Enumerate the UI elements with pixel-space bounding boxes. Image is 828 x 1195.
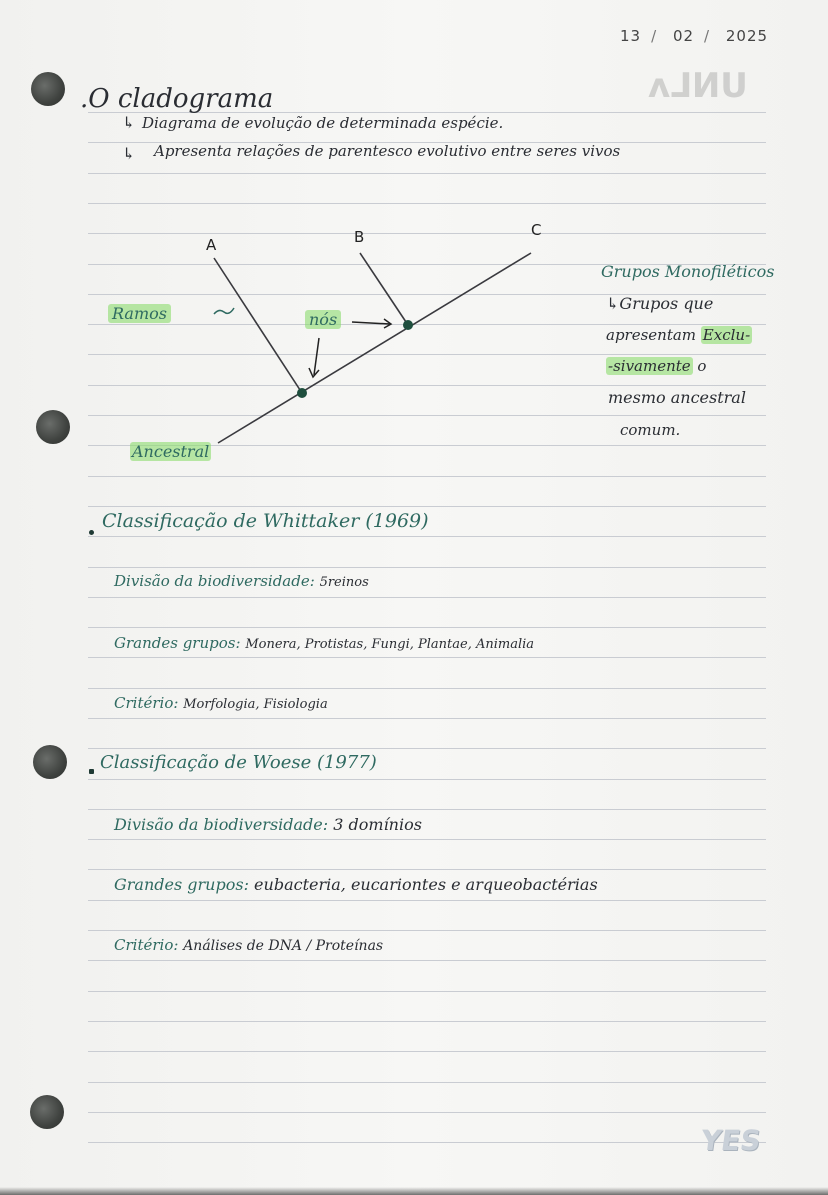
- label-ramos: [108, 304, 171, 323]
- taxon-label-b: B: [354, 228, 365, 246]
- section2-row2: [114, 634, 534, 652]
- bleed-through-mark: ᴧ⅃ИU: [648, 66, 748, 106]
- node-1: [297, 388, 307, 398]
- date-month: 02: [672, 27, 695, 45]
- side-note-line1: [606, 294, 713, 313]
- date-year: 2025: [725, 27, 769, 45]
- section3-row2: [114, 875, 598, 894]
- date-separator: /: [704, 27, 711, 45]
- section2-row1-label: Divisão da biodiversidade:: [114, 572, 315, 590]
- page-bottom-shadow: [0, 1187, 828, 1195]
- section2-row1: [114, 572, 369, 590]
- section3-row3: [114, 936, 383, 954]
- section1-bullet1: Diagrama de evolução de determinada espécie.: [142, 114, 504, 132]
- bullet-dot: [89, 769, 94, 774]
- section3-row2-value: eubacteria, eucariontes e arqueobactérias: [254, 875, 598, 894]
- section3-row1-value: 3 domínios: [333, 815, 422, 834]
- label-ramos-text: Ramos: [108, 304, 171, 323]
- side-note-line3: [606, 357, 706, 375]
- section2-row3-label: Critério:: [114, 694, 179, 712]
- nos-arrow-right: [352, 322, 390, 324]
- side-note-line3-b: o: [692, 357, 707, 375]
- side-note-line4: mesmo ancestral: [608, 388, 746, 407]
- label-nos: [305, 310, 341, 329]
- node-2: [403, 320, 413, 330]
- side-note-title: Grupos Monofiléticos: [601, 262, 775, 281]
- section2-row3-value: Morfologia, Fisiologia: [183, 697, 328, 712]
- side-note-line1-text: Grupos que: [619, 294, 714, 313]
- branch-b: [360, 253, 408, 325]
- side-note-line2-b: Exclu-: [702, 326, 751, 344]
- section2-row2-label: Grandes grupos:: [114, 634, 241, 652]
- section3-row1-label: Divisão da biodiversidade:: [114, 815, 329, 834]
- bullet-dot: [89, 530, 94, 535]
- taxon-label-a: A: [206, 236, 217, 254]
- section2-row1-value: 5reinos: [319, 575, 369, 590]
- section2-title: Classificação de Whittaker (1969): [102, 510, 429, 532]
- section1-title: .O cladograma: [80, 84, 274, 114]
- date-day: 13: [620, 27, 642, 45]
- side-note-line3-a: -sivamente: [608, 357, 691, 375]
- section3-row3-label: Critério:: [114, 936, 179, 954]
- section2-row3: [114, 694, 328, 712]
- label-nos-text: nós: [305, 310, 341, 329]
- ancestral-trunk: [218, 253, 531, 443]
- arrow-icon: ↳: [606, 294, 620, 313]
- ramos-pointer: [214, 308, 234, 314]
- arrow-icon: ↳: [122, 113, 136, 132]
- section3-row1: [114, 815, 422, 834]
- section3-row3-value: Análises de DNA / Proteínas: [183, 938, 384, 954]
- section2-row2-value: Monera, Protistas, Fungi, Plantae, Animalia: [245, 637, 535, 652]
- side-note-line2-a: apresentam: [606, 326, 701, 344]
- taxon-label-c: C: [531, 221, 542, 239]
- section3-title: Classificação de Woese (1977): [100, 752, 377, 773]
- arrow-icon: ↳: [122, 144, 136, 163]
- section3-row2-label: Grandes grupos:: [114, 875, 249, 894]
- side-note-line5: comum.: [620, 421, 681, 439]
- brand-logo: YES: [698, 1124, 763, 1157]
- side-note-line2: [606, 326, 752, 344]
- date-separator: /: [651, 27, 658, 45]
- nos-arrow-down: [314, 338, 319, 375]
- label-ancestral-text: Ancestral: [132, 442, 210, 461]
- section1-bullet2: Apresenta relações de parentesco evolutivo entre seres vivos: [154, 142, 621, 160]
- label-ancestral: [130, 442, 211, 461]
- branch-a: [214, 258, 302, 393]
